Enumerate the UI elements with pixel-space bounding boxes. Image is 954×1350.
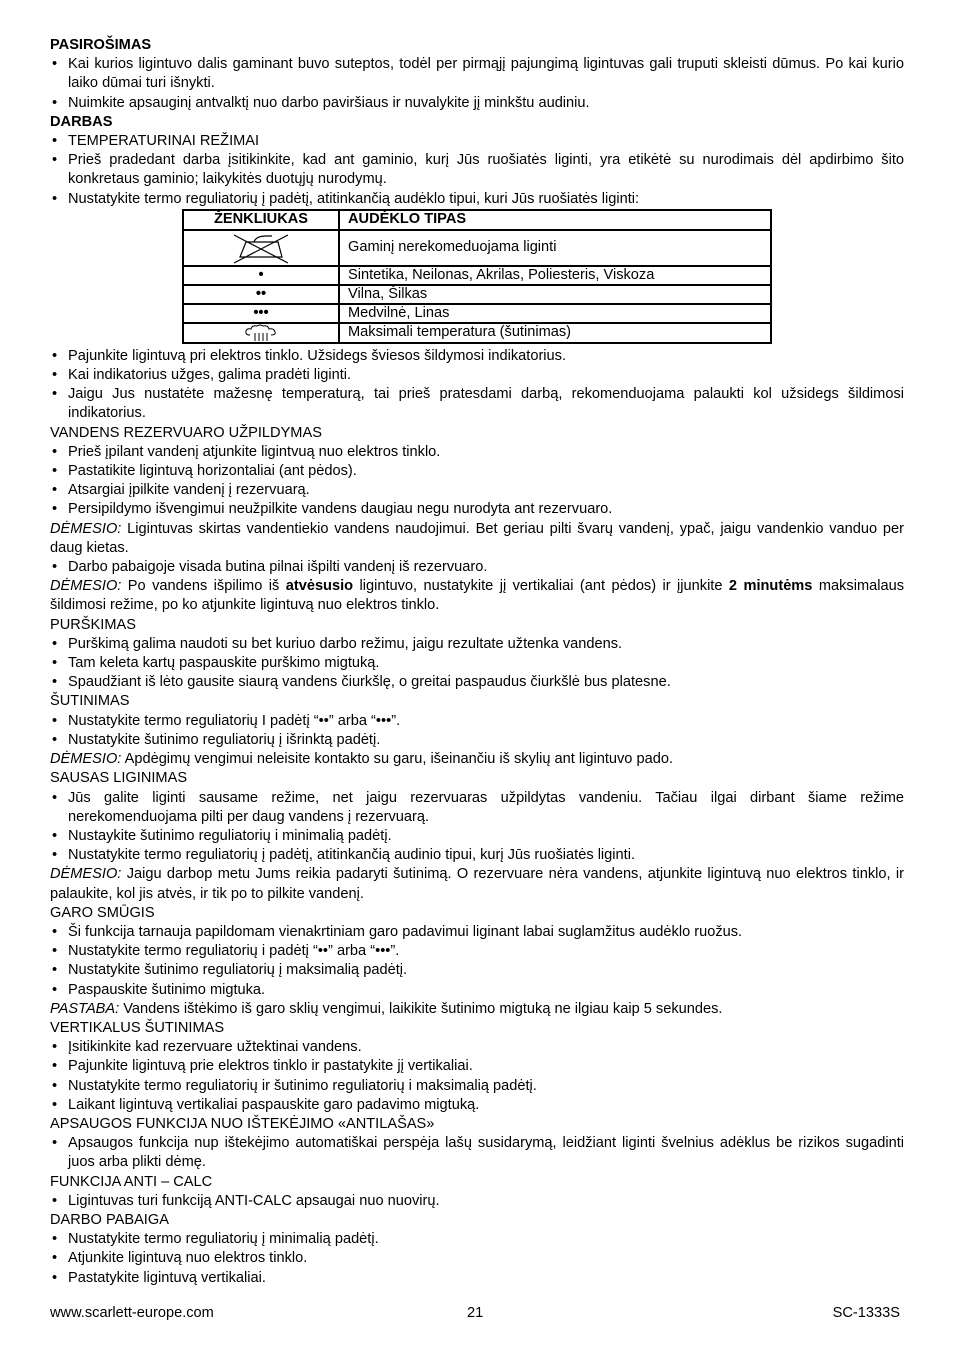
steam-icon (183, 323, 339, 343)
list-item: • Nustatykite termo reguliatorių I padėtį “••” arba “•••”. (50, 712, 904, 731)
note-label: DĖMESIO: (50, 520, 122, 537)
section-title-garo-smugis: GARO SMŪGIS (50, 904, 155, 921)
section-title-purskimas: PURŠKIMAS (50, 616, 136, 633)
list-garo-smugis (50, 923, 904, 1000)
list-item: • Atjunkite ligintuvą nuo elektros tinklo. (50, 1249, 904, 1268)
section-title-darbo-pabaiga: DARBO PABAIGA (50, 1211, 169, 1228)
list-item: • Nustatykite termo reguliatorių į padėtį, atitinkančią audėklo tipui, kuri Jūs ruošiatės liginti: (50, 190, 904, 209)
page-content (50, 36, 904, 1288)
note-paragraph (50, 865, 904, 903)
table-cell-fabric: Gaminį nerekomeduojama liginti (339, 230, 771, 266)
list-item: • Nustatykite termo reguliatorių į minimalią padėtį. (50, 1230, 904, 1249)
no-iron-icon (183, 230, 339, 266)
table-row (183, 230, 771, 266)
list-antilasas (50, 1134, 904, 1172)
table-cell-fabric: Sintetika, Neilonas, Akrilas, Poliesteris, Viskoza (339, 266, 771, 285)
section-title-sausas: SAUSAS LIGINIMAS (50, 770, 188, 787)
list-anticalc (50, 1192, 904, 1211)
list-item: • Prieš pradedant darba įsitikinkite, kad ant gaminio, kurį Jūs ruošiatės liginti, yra etikėtė su nurodimais dėl apdirbimo šito konkretaus gaminio; laikykitės duotųjų nurodymų. (50, 151, 904, 189)
list-item: • Darbo pabaigoje visada butina pilnai išpilti vandenį iš rezervuaro. (50, 558, 904, 577)
section-title-darbas: DARBAS (50, 113, 113, 130)
list-vandens (50, 443, 904, 520)
note-label: DĖMESIO: (50, 751, 122, 768)
note-label: DĖMESIO: (50, 866, 122, 883)
note-label: PASTABA: (50, 1000, 120, 1017)
footer-model: SC-1333S (832, 1305, 900, 1321)
section-title-anticalc: FUNKCIJA ANTI – CALC (50, 1173, 213, 1190)
one-dot-symbol: • (183, 266, 339, 285)
note-bold: 2 minutėms (728, 578, 813, 595)
list-item: • Pajunkite ligintuvą pri elektros tinklo. Užsidegs šviesos šildymosi indikatorius. (50, 347, 904, 366)
footer-website: www.scarlett-europe.com (50, 1305, 214, 1321)
list-item: • Jūs galite liginti sausame režime, net jaigu rezervuaras užpildytas vandeniu. Tačiau ilgai dirbant šiame režime nerekomenduojama pilti per daug vandens į rezervuarą. (50, 789, 904, 827)
list-item: • Nuimkite apsauginį antvalktį nuo darbo paviršiaus ir nuvalykite jį minkštu audiniu. (50, 94, 904, 113)
list-item: • Tam keleta kartų paspauskite purškimo migtuką. (50, 654, 904, 673)
list-item: • Nustatykite termo reguliatorių į padėtį, atitinkančią audinio tipui, kurį Jūs ruošiatės liginti. (50, 846, 904, 865)
list-item: • TEMPERATURINAI REŽIMAI (50, 132, 904, 151)
note-text: Ligintuvas skirtas vandentiekio vandens naudojimui. Bet geriau pilti švarų vandenį, ypač, jaigu vandenkio vanduo per daug kietas. (50, 520, 904, 556)
note-text: ligintuvo, nustatykite jį vertikaliai (ant pėdos) ir įjunkite (353, 578, 729, 595)
note-text: Apdėgimų vengimui neleisite kontakto su garu, išeinančiu iš skylių ant ligintuvo pado. (121, 751, 673, 768)
table-row (183, 323, 771, 343)
list-item: • Jaigu Jus nustatėte mažesnę temperaturą, tai prieš pratesdami darbą, rekomenduojama palaukti kol užsidegs šildimosi indikatorius. (50, 385, 904, 423)
table-header-fabric: AUDĖKLO TIPAS (339, 210, 771, 230)
list-purskimas (50, 635, 904, 693)
note-paragraph (50, 1000, 904, 1019)
section-title-vandens: VANDENS REZERVUARO UŽPILDYMAS (50, 424, 322, 441)
note-text: Po vandens išpilimo iš (121, 578, 286, 595)
three-dot-symbol: ••• (183, 304, 339, 323)
list-item: • Laikant ligintuvą vertikaliai paspauskite garo padavimo migtuką. (50, 1096, 904, 1115)
list-item: • Įsitikinkite kad rezervuare užtektinai vandens. (50, 1038, 904, 1057)
list-item: • Atsargiai įpilkite vandenį į rezervuarą. (50, 481, 904, 500)
footer-page-number: 21 (467, 1305, 484, 1321)
table-row (183, 285, 771, 304)
list-item: • Pajunkite ligintuvą prie elektros tinklo ir pastatykite jį vertikaliai. (50, 1057, 904, 1076)
list-item: • Apsaugos funkcija nup ištekėjimo automatiškai perspėja lašų susidarymą, leidžiant liginti švelnius adėklus be rizikos sugadinti juos arba plikti dėmę. (50, 1134, 904, 1172)
list-item: • Paspauskite šutinimo migtuka. (50, 981, 904, 1000)
note-bold: atvėsusio (285, 578, 354, 595)
list-item: • Persipildymo išvengimui neužpilkite vandens daugiau negu nurodyta ant rezervuaro. (50, 500, 904, 519)
list-item: • Kai indikatorius užges, galima pradėti liginti. (50, 366, 904, 385)
note-paragraph (50, 520, 904, 558)
section-title-antilasas: APSAUGOS FUNKCIJA NUO IŠTEKĖJIMO «ANTILAŠAS» (50, 1115, 435, 1132)
section-title-vertikalus: VERTIKALUS ŠUTINIMAS (50, 1019, 225, 1036)
list-item: • Prieš įpilant vandenį atjunkite ligintvuą nuo elektros tinklo. (50, 443, 904, 462)
list-darbas (50, 132, 904, 209)
note-paragraph (50, 577, 904, 615)
list-sutinimas (50, 712, 904, 750)
table-cell-fabric: Maksimali temperatura (šutinimas) (339, 323, 771, 343)
list-item: • Kai kurios ligintuvo dalis gaminant buvo suteptos, todėl per pirmąjį pajungimą ligintuvas gali truputi skleisti dūmus. Po kai kurio laiko dūmai turi išnykti. (50, 55, 904, 93)
note-text: maksimalaus šildimosi režime, po ko atjunkite ligintuvą nuo elektros tinklo. (50, 578, 904, 614)
list-item: • Pastatikite ligintuvą horizontaliai (ant pėdos). (50, 462, 904, 481)
list-darbo-pabaiga (50, 1230, 904, 1288)
note-paragraph (50, 750, 904, 769)
list-vandens-2 (50, 558, 904, 577)
page-footer (50, 1304, 904, 1324)
table-header-symbol: ŽENKLIUKAS (183, 210, 339, 230)
table-cell-fabric: Vilna, Šilkas (339, 285, 771, 304)
list-item: • Nustatykite termo reguliatorių i padėtį “••” arba “•••”. (50, 942, 904, 961)
list-item: • Nustatykite šutinimo reguliatorių į išrinktą padėtį. (50, 731, 904, 750)
list-item: • Nustatykite termo reguliatorių ir šutinimo reguliatorių i maksimalią padėtį. (50, 1077, 904, 1096)
list-sausas (50, 789, 904, 866)
note-text: Jaigu darbop metu Jums reikia padaryti šutinimą. O rezervuare nėra vandens, atjunkite ligintuvą nuo elektros tinklo, ir palaukite, kol jis atvės, ir tik po to pilkite vandenį. (50, 866, 904, 902)
fabric-symbol-table (182, 209, 772, 344)
list-darbas-2 (50, 347, 904, 424)
table-row (183, 266, 771, 285)
table-cell-fabric: Medvilnė, Linas (339, 304, 771, 323)
list-item: • Spaudžiant iš lėto gausite siaurą vandens čiurkšlę, o greitai paspaudus čiurkšlė bus platesne. (50, 673, 904, 692)
note-label: DĖMESIO: (50, 578, 122, 595)
list-item: • Pastatykite ligintuvą vertikaliai. (50, 1269, 904, 1288)
list-item: • Nustaykite šutinimo reguliatorių i minimalią padėtį. (50, 827, 904, 846)
two-dot-symbol: •• (183, 285, 339, 304)
note-text: Vandens ištėkimo iš garo sklių vengimui, laikikite šutinimo migtuką ne ilgiau kaip 5 sekundes. (119, 1000, 723, 1017)
list-item: • Purškimą galima naudoti su bet kuriuo darbo režimu, jaigu rezultate užtenka vandens. (50, 635, 904, 654)
list-item: • Ši funkcija tarnauja papildomam vienakrtiniam garo padavimui liginant labai suglamžitus audėklo ruožus. (50, 923, 904, 942)
list-pasirosimas (50, 55, 904, 113)
table-header-row (183, 210, 771, 230)
section-title-sutinimas: ŠUTINIMAS (50, 693, 130, 710)
list-item: • Nustatykite šutinimo reguliatorių į maksimalią padėtį. (50, 961, 904, 980)
section-title-pasirosimas: PASIROŠIMAS (50, 37, 152, 53)
list-vertikalus (50, 1038, 904, 1115)
table-row (183, 304, 771, 323)
list-item: • Ligintuvas turi funkciją ANTI-CALC apsaugai nuo nuovirų. (50, 1192, 904, 1211)
